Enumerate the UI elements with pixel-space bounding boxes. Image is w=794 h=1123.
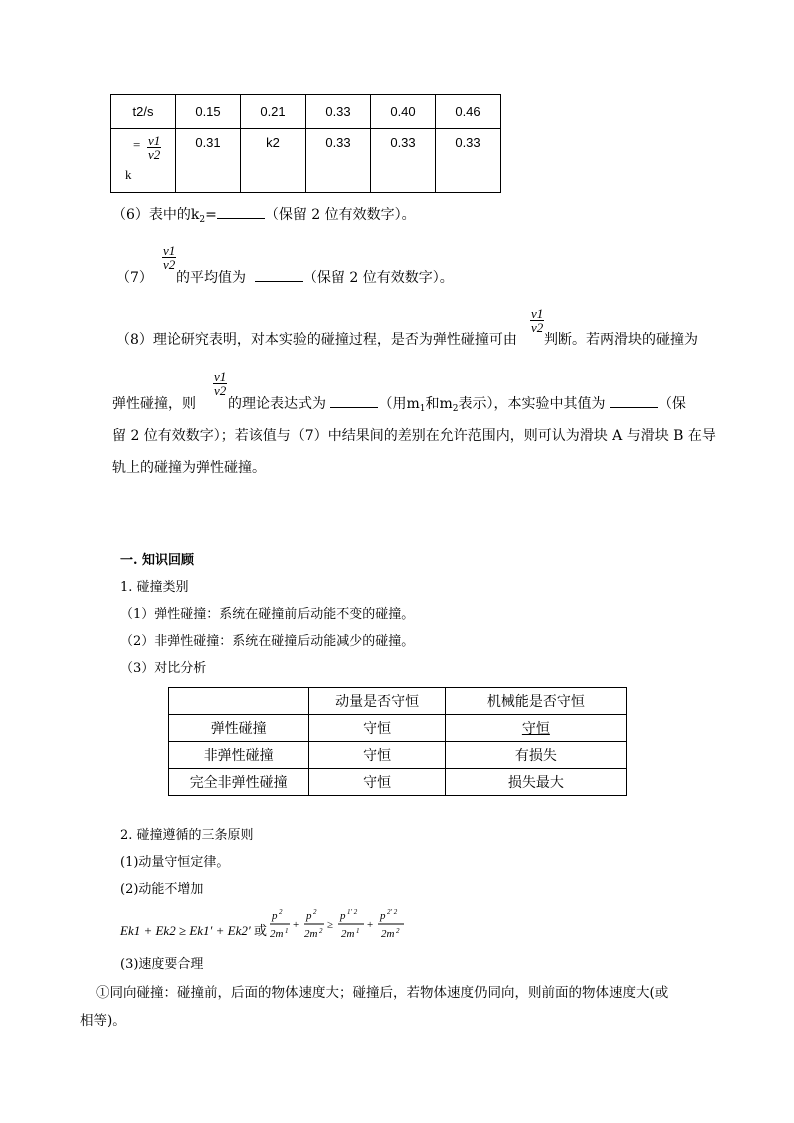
q8-line4: 轨上的碰撞为弹性碰撞。 xyxy=(112,460,266,476)
principle-3-1: ①同向碰撞：碰撞前，后面的物体速度大；碰撞后，若物体速度仍同向，则前面的物体速度大(或 xyxy=(96,985,669,1001)
momentum-energy-formula xyxy=(270,907,420,945)
table-cell: 守恒 xyxy=(309,742,445,769)
subsection-1: 1. 碰撞类别 xyxy=(120,580,189,595)
svg-text:2m: 2m xyxy=(270,928,284,940)
table-cell: 0.46 xyxy=(436,95,501,129)
subsection-2: 2. 碰撞遵循的三条原则 xyxy=(120,828,254,843)
svg-text:p: p xyxy=(272,910,278,922)
item-1-1: （1）弹性碰撞：系统在碰撞前后动能不变的碰撞。 xyxy=(120,607,415,622)
svg-text:2m: 2m xyxy=(341,928,355,940)
table-cell: 0.40 xyxy=(371,95,436,129)
question-7-label: （7） xyxy=(116,270,153,286)
fraction-numerator: v1 xyxy=(531,306,544,321)
energy-formula xyxy=(120,920,267,939)
section-heading: 一. 知识回顾 xyxy=(120,553,195,568)
q8-text: （保 xyxy=(657,396,686,412)
svg-text:≥: ≥ xyxy=(327,919,334,931)
v1-over-v2-fraction xyxy=(147,134,161,161)
svg-text:2: 2 xyxy=(279,908,283,916)
q6-equals: = xyxy=(205,207,217,223)
svg-text:2: 2 xyxy=(396,927,400,935)
svg-text:+: + xyxy=(293,919,300,931)
fraction-numerator: v1 xyxy=(148,133,161,148)
table-cell: t2/s xyxy=(111,95,176,129)
principle-3: (3)速度要合理 xyxy=(120,957,204,972)
table-cell: 0.21 xyxy=(241,95,306,129)
or-word: 或 xyxy=(253,923,267,938)
answer-blank[interactable] xyxy=(255,269,303,282)
answer-blank[interactable] xyxy=(610,395,658,408)
principle-3-1b: 相等)。 xyxy=(80,1013,126,1029)
table-header xyxy=(169,688,309,715)
kinetic-energy-inequality: Ek1 + Ek2 ≥ Ek1′ + Ek2′ xyxy=(120,923,251,938)
q8-line1: （8）理论研究表明，对本实验的碰撞过程，是否为弹性碰撞可由 xyxy=(116,332,517,348)
svg-text:p: p xyxy=(380,910,386,922)
table-cell: 0.33 xyxy=(306,95,371,129)
table-header-row xyxy=(169,688,627,715)
q7-tail: （保留 2 位有效数字）。 xyxy=(302,270,454,286)
table-row xyxy=(169,715,627,742)
q7-fraction xyxy=(162,244,176,271)
q8-text: 的理论表达式为 xyxy=(228,396,326,412)
table-row xyxy=(111,95,501,129)
fraction-numerator: v1 xyxy=(214,369,227,384)
q8-line2: 的理论表达式为 （用$m_1$和$m_2$表示），本实验中其值为 （保 xyxy=(228,396,686,414)
svg-text:2: 2 xyxy=(319,927,323,935)
svg-text:2: 2 xyxy=(313,908,317,916)
fraction-denominator: v2 xyxy=(148,147,161,162)
svg-text:p: p xyxy=(340,910,346,922)
svg-text:p: p xyxy=(306,910,312,922)
svg-text:+: + xyxy=(367,919,374,931)
table-cell: 非弹性碰撞 xyxy=(169,742,309,769)
compare-table xyxy=(168,687,627,796)
table-cell: 有损失 xyxy=(445,742,626,769)
svg-text:1′ 2: 1′ 2 xyxy=(347,908,358,916)
table-cell: k2 xyxy=(241,129,306,193)
fraction-denominator: v2 xyxy=(163,257,176,272)
fraction-denominator: v2 xyxy=(214,383,227,398)
table-cell: 守恒 xyxy=(309,769,445,796)
q8-text: 表示），本实验中其值为 xyxy=(458,396,606,412)
table-cell: 0.33 xyxy=(306,129,371,193)
table-cell-k-label xyxy=(111,129,176,193)
svg-text:2m: 2m xyxy=(304,928,318,940)
equals-sign: = xyxy=(133,137,141,152)
table-row xyxy=(169,769,627,796)
svg-text:1: 1 xyxy=(285,927,289,935)
fraction-denominator: v2 xyxy=(531,320,544,335)
question-6 xyxy=(112,205,416,230)
table-cell: 守恒 xyxy=(445,715,626,742)
svg-text:2m: 2m xyxy=(381,928,395,940)
answer-blank[interactable] xyxy=(217,206,265,219)
q8-line3: 留 2 位有效数字）；若该值与（7）中结果间的差别在允许范围内，则可认为滑块 A 与滑块 B 在导 xyxy=(112,428,716,444)
table-cell: 0.33 xyxy=(436,129,501,193)
question-7 xyxy=(176,268,454,288)
table-cell: 0.33 xyxy=(371,129,436,193)
table-row xyxy=(111,129,501,193)
table-cell: 0.31 xyxy=(176,129,241,193)
table-header: 动量是否守恒 xyxy=(309,688,445,715)
table-header: 机械能是否守恒 xyxy=(445,688,626,715)
item-1-3: （3）对比分析 xyxy=(120,661,207,676)
table-cell: 守恒 xyxy=(309,715,445,742)
q7-text: 的平均值为 xyxy=(176,270,246,286)
data-table xyxy=(110,94,501,193)
item-1-2: （2）非弹性碰撞：系统在碰撞后动能减少的碰撞。 xyxy=(120,634,415,649)
svg-text:1: 1 xyxy=(356,927,360,935)
table-cell: 完全非弹性碰撞 xyxy=(169,769,309,796)
table-row xyxy=(169,742,627,769)
q8-fraction-1 xyxy=(530,307,544,334)
q8-line2-a: 弹性碰撞，则 xyxy=(112,396,196,412)
svg-text:2′ 2: 2′ 2 xyxy=(387,908,398,916)
table-cell: 弹性碰撞 xyxy=(169,715,309,742)
q8-text: 和m xyxy=(425,396,453,412)
principle-2: (2)动能不增加 xyxy=(120,882,204,897)
q6-text: （6）表中的k xyxy=(112,207,200,223)
q8-text: （用m xyxy=(378,396,420,412)
table-cell: 损失最大 xyxy=(445,769,626,796)
q6-tail: （保留 2 位有效数字）。 xyxy=(264,207,416,223)
q8-fraction-2 xyxy=(213,370,227,397)
q8-line1-tail: 判断。若两滑块的碰撞为 xyxy=(544,332,698,348)
table-cell: 0.15 xyxy=(176,95,241,129)
principle-1: (1)动量守恒定律。 xyxy=(120,855,230,870)
q6-subscript: 2 xyxy=(199,215,206,225)
fraction-numerator: v1 xyxy=(163,243,176,258)
k-label: k xyxy=(125,167,132,182)
answer-blank[interactable] xyxy=(330,395,378,408)
